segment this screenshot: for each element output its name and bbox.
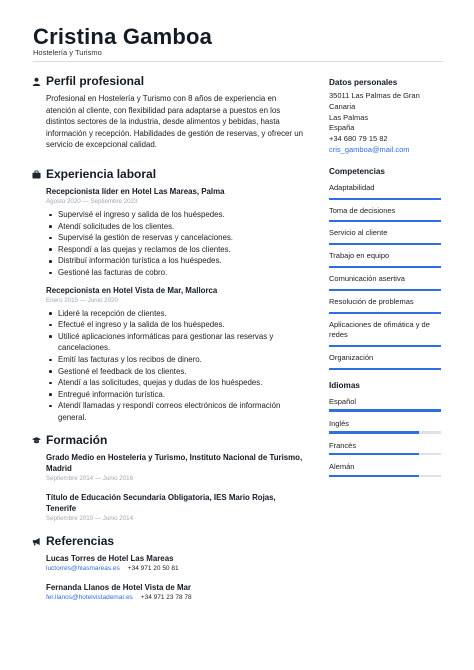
skill-item: Resolución de problemas: [329, 294, 441, 314]
candidate-name: Cristina Gamboa: [33, 24, 213, 49]
experience-heading: Experiencia laboral: [46, 166, 157, 181]
languages-list: [329, 394, 441, 477]
briefcase-icon: [32, 170, 41, 179]
profile-heading: Perfil profesional: [46, 74, 145, 88]
job-title: Recepcionista líder en Hotel Las Mareas, Palma: [46, 186, 225, 196]
header-divider: [33, 61, 443, 62]
profile-text: Profesional en Hostelería y Turismo con 8 años de experiencia en atención al cliente, con flexibilidad para adaptarse a puestos en los distintos sectores de la industria, desde alimentos y bebidas, hasta información y recepción. Habilidades de gestión de reservas, y ofrecer un servicio de excepcional calidad.: [46, 94, 304, 150]
reference-phone: +34 971 23 78 78: [140, 594, 192, 602]
side-column: [329, 78, 441, 488]
education-entry: [46, 452, 305, 484]
degree-title: Título de Educación Secundaria Obligatoria, IES Mario Rojas, Tenerife: [46, 493, 276, 514]
bullet-item: Supervisé el ingreso y salida de los huéspedes.: [46, 209, 305, 221]
language-item: [329, 416, 441, 434]
language-level-fill: [329, 453, 419, 456]
language-level-fill: [329, 431, 419, 434]
bullet-item: Gestioné el feedback de los clientes.: [46, 366, 305, 378]
reference-email-link[interactable]: luctorres@hlasmareas.es: [46, 565, 120, 573]
degree-dates: Septiembre 2014 — Junio 2016: [46, 475, 134, 483]
address-line-1: 35011 Las Palmas de Gran: [329, 91, 420, 100]
job-dates: Agosto 2020 — Septiembre 2023: [46, 197, 138, 205]
reference-name: Fernanda Llanos de Hotel Vista de Mar: [46, 583, 191, 593]
profile-section: [33, 74, 305, 151]
reference-phone: +34 971 20 50 81: [127, 565, 179, 573]
skill-item: Adaptabilidad: [329, 180, 441, 200]
languages-heading: Idiomas: [329, 380, 360, 390]
skills-list: [329, 180, 441, 370]
job-bullets: [46, 209, 305, 279]
language-item: [329, 459, 441, 477]
education-list: [33, 452, 305, 524]
person-icon: [32, 77, 41, 86]
personal-details: [329, 78, 441, 156]
skill-item: Trabajo en equipo: [329, 248, 441, 268]
reference-entry: [46, 553, 305, 574]
skill-item: Comunicación asertiva: [329, 271, 441, 291]
job-entry: [46, 186, 305, 279]
personal-heading: Datos personales: [329, 78, 398, 87]
language-level-fill: [329, 409, 441, 412]
reference-contact: [46, 564, 305, 574]
education-entry: [46, 492, 305, 524]
reference-contact: [46, 593, 305, 603]
experience-section: [33, 167, 305, 424]
main-column: [33, 74, 305, 613]
job-title: Recepcionista en Hotel Vista de Mar, Mallorca: [46, 285, 218, 295]
phone: +34 680 79 15 82: [329, 134, 388, 144]
language-name: Español: [329, 396, 357, 406]
language-name: Francés: [329, 440, 357, 450]
megaphone-icon: [32, 537, 41, 546]
degree-title: Grado Medio en Hostelería y Turismo, Instituto Nacional de Turismo, Madrid: [46, 453, 303, 474]
reference-entry: [46, 582, 305, 603]
job-bullets: [46, 308, 305, 424]
job-entry: [46, 285, 305, 424]
bullet-item: Supervisé la gestión de reservas y cancelaciones.: [46, 232, 305, 244]
job-dates: Enero 2015 — Junio 2020: [46, 296, 118, 304]
languages-block: [329, 381, 441, 477]
language-name: Alemán: [329, 462, 355, 472]
references-section: [33, 534, 305, 603]
bullet-item: Distribuí información turística a los huéspedes.: [46, 255, 305, 267]
skill-item: Servicio al cliente: [329, 225, 441, 245]
address-line-2: Canaria: [329, 101, 356, 111]
education-heading: Formación: [46, 433, 108, 448]
candidate-role: Hostelería y Turismo: [33, 48, 102, 57]
language-level-fill: [329, 475, 419, 478]
bullet-item: Gestioné las facturas de cobro.: [46, 267, 305, 279]
reference-name: Lucas Torres de Hotel Las Mareas: [46, 554, 174, 564]
skill-item: Toma de decisiones: [329, 203, 441, 223]
bullet-item: Atendí solicitudes de los clientes.: [46, 221, 305, 233]
education-section: [33, 433, 305, 524]
bullet-item: Respondí a las quejas y reclamos de los clientes.: [46, 244, 305, 256]
job-list: [33, 186, 305, 424]
country: España: [329, 123, 355, 133]
bullet-item: Atendí llamadas y respondí correos electrónicos de información general.: [46, 400, 305, 423]
skills-block: [329, 167, 441, 370]
skill-item: Organización: [329, 350, 441, 370]
email-link[interactable]: cris_gamboa@mail.com: [329, 144, 410, 154]
bullet-item: Utilicé aplicaciones informáticas para gestionar las reservas y cancelaciones.: [46, 331, 305, 354]
skill-item: Aplicaciones de ofimática y de redes: [329, 317, 441, 348]
city: Las Palmas: [329, 112, 369, 122]
reference-list: [33, 553, 305, 603]
bullet-item: Entregué información turística.: [46, 389, 305, 401]
references-heading: Referencias: [46, 534, 115, 549]
graduation-cap-icon: [32, 436, 41, 445]
language-item: [329, 438, 441, 456]
bullet-item: Lideré la recepción de clientes.: [46, 308, 305, 320]
degree-dates: Septiembre 2010 — Junio 2014: [46, 515, 134, 523]
bullet-item: Efectué el ingreso y la salida de los huéspedes.: [46, 319, 305, 331]
reference-email-link[interactable]: fer.llanos@hotelvistademar.es: [46, 594, 133, 602]
language-item: [329, 394, 441, 412]
bullet-item: Emití las facturas y los recibos de dinero.: [46, 354, 305, 366]
bullet-item: Atendí a las solicitudes, quejas y dudas de los huéspedes.: [46, 377, 305, 389]
language-name: Inglés: [329, 418, 350, 428]
skills-heading: Competencias: [329, 166, 385, 176]
